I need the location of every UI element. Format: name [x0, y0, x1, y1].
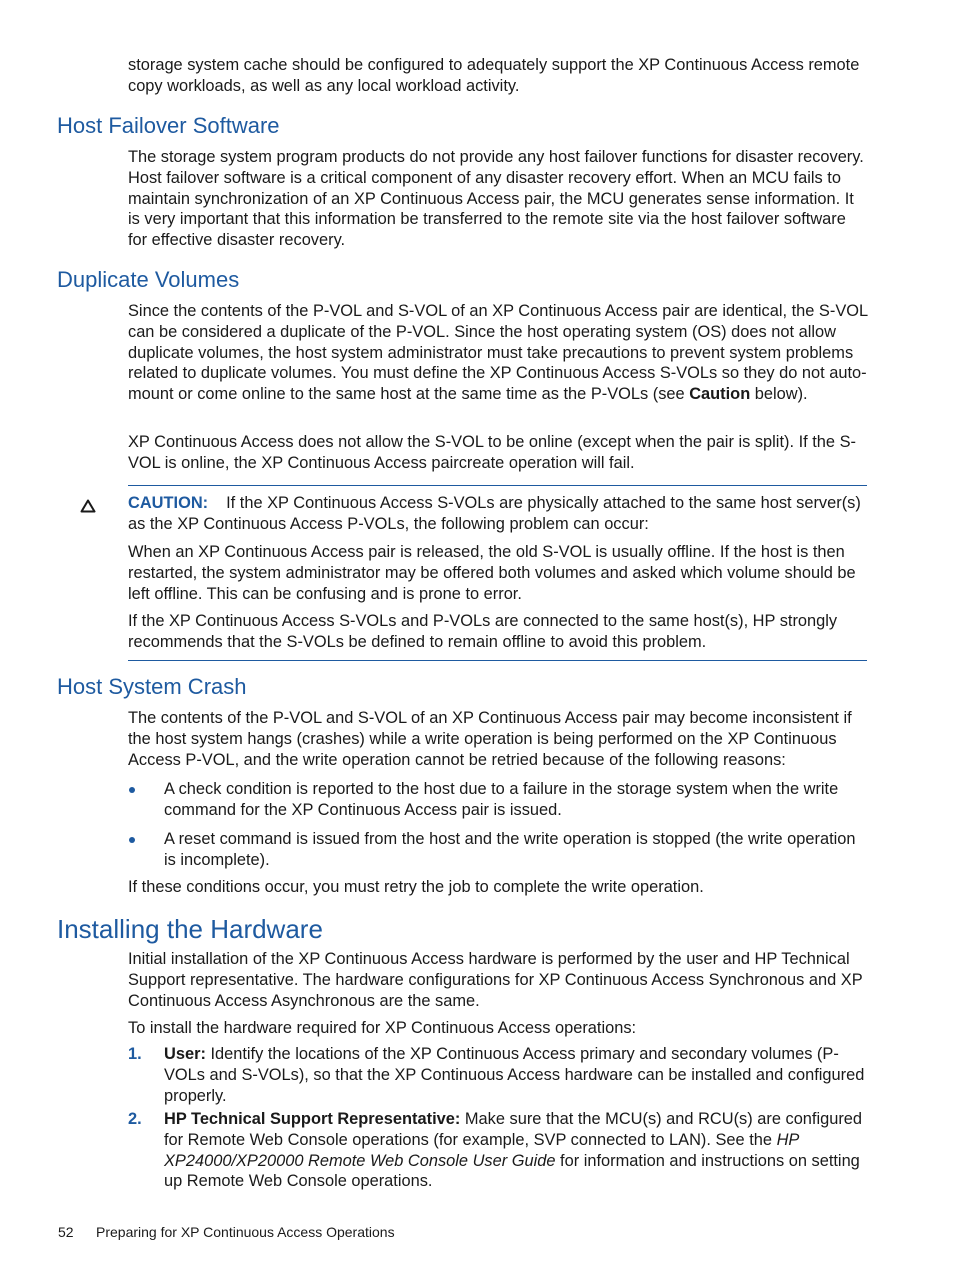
- heading-host-failover-software: Host Failover Software: [57, 113, 280, 138]
- step-text: Identify the locations of the XP Continuous Access primary and secondary volumes (P-VOLs and S-VOLs), so that the XP Continuous Access hardware can be installed and configured properly.: [164, 1045, 865, 1105]
- caution-text: If the XP Continuous Access S-VOLs are physically attached to the same host server(s) as the XP Continuous Access P-VOLs, the following problem can occur:: [128, 494, 861, 533]
- step-label: HP Technical Support Representative:: [164, 1110, 461, 1128]
- step-number: 1.: [128, 1045, 142, 1063]
- footer-page-number: 52: [58, 1224, 74, 1240]
- caution-bottom-rule: [128, 660, 867, 661]
- heading-host-system-crash: Host System Crash: [57, 674, 247, 699]
- caution-paragraph-1: [128, 493, 868, 535]
- caution-label: CAUTION:: [128, 494, 209, 512]
- duplicate-volumes-paragraph-2: XP Continuous Access does not allow the S-VOL to be online (except when the pair is split). If the S-VOL is online, the XP Continuous Access paircreate operation will fail.: [128, 433, 856, 472]
- caution-paragraph-2: When an XP Continuous Access pair is released, the old S-VOL is usually offline. If the host is then restarted, the system administrator may be offered both volumes and asked which volume should be left offline. This can be confusing and is prone to error.: [128, 543, 856, 603]
- caution-top-rule: [128, 485, 867, 486]
- bullet-marker: [128, 831, 138, 841]
- heading-installing-the-hardware: Installing the Hardware: [57, 914, 323, 944]
- bullet-marker: [128, 781, 138, 791]
- guide-title: HP XP24000/XP20000 Remote Web Console User Guide: [164, 1130, 799, 1170]
- heading-duplicate-volumes: Duplicate Volumes: [57, 267, 240, 292]
- installing-paragraph-1: Initial installation of the XP Continuous Access hardware is performed by the user and HP Technical Support representative. The hardware configurations for XP Continuous Access Synchronous and XP Continuous Access Asynchronous are the same.: [128, 950, 863, 1010]
- duplicate-volumes-text-end: below).: [750, 385, 808, 404]
- step-text-end: for information and instructions on setting up Remote Web Console operations.: [164, 1151, 860, 1191]
- host-crash-outro: If these conditions occur, you must retry the job to complete the write operation.: [128, 878, 704, 896]
- step-item: [164, 1109, 868, 1192]
- intro-paragraph: storage system cache should be configured to adequately support the XP Continuous Access remote copy workloads, as well as any local workload activity.: [128, 56, 860, 95]
- duplicate-volumes-text: Since the contents of the P-VOL and S-VOL of an XP Continuous Access pair are identical, the S-VOL can be considered a duplicate of the P-VOL. Since the host operating system (OS) does not allow duplicate volumes, the host system administrator must take precautions to prevent system problems related to duplicate volumes. You must define the XP Continuous Access S-VOLs so they do not auto-mount or come online to the same host at the same time as the P-VOLs (see: [128, 302, 868, 404]
- step-label: User:: [164, 1045, 206, 1063]
- caution-paragraph-3: If the XP Continuous Access S-VOLs and P-VOLs are connected to the same host(s), HP strongly recommends that the S-VOLs be defined to remain offline to avoid this problem.: [128, 612, 838, 651]
- host-failover-paragraph: The storage system program products do not provide any host failover functions for disaster recovery. Host failover software is a critical component of any disaster recovery effort. When an MCU fails to maintain synchronization of an XP Continuous Access pair, the MCU generates sense information. It is very important that this information be transferred to the remote site via the host failover software for effective disaster recovery.: [128, 148, 864, 250]
- step-text: Make sure that the MCU(s) and RCU(s) are configured for Remote Web Console operations (for example, SVP connected to LAN). See the: [164, 1110, 863, 1149]
- caution-reference: Caution: [689, 385, 751, 404]
- list-item: A reset command is issued from the host and the write operation is stopped (the write operation is incomplete).: [164, 830, 856, 869]
- duplicate-volumes-paragraph-1: [128, 301, 868, 405]
- footer-title: Preparing for XP Continuous Access Operations: [96, 1224, 395, 1240]
- installing-paragraph-2: To install the hardware required for XP Continuous Access operations:: [128, 1019, 637, 1037]
- caution-triangle-icon: [80, 499, 96, 513]
- host-crash-intro: The contents of the P-VOL and S-VOL of an XP Continuous Access pair may become inconsistent if the host system hangs (crashes) while a write operation is being performed on the XP Continuous Access P-VOL, and the write operation cannot be retried because of the following reasons:: [128, 709, 852, 769]
- step-number: 2.: [128, 1110, 142, 1128]
- step-item: [164, 1044, 868, 1106]
- list-item: A check condition is reported to the host due to a failure in the storage system when the write command for the XP Continuous Access pair is issued.: [164, 780, 839, 819]
